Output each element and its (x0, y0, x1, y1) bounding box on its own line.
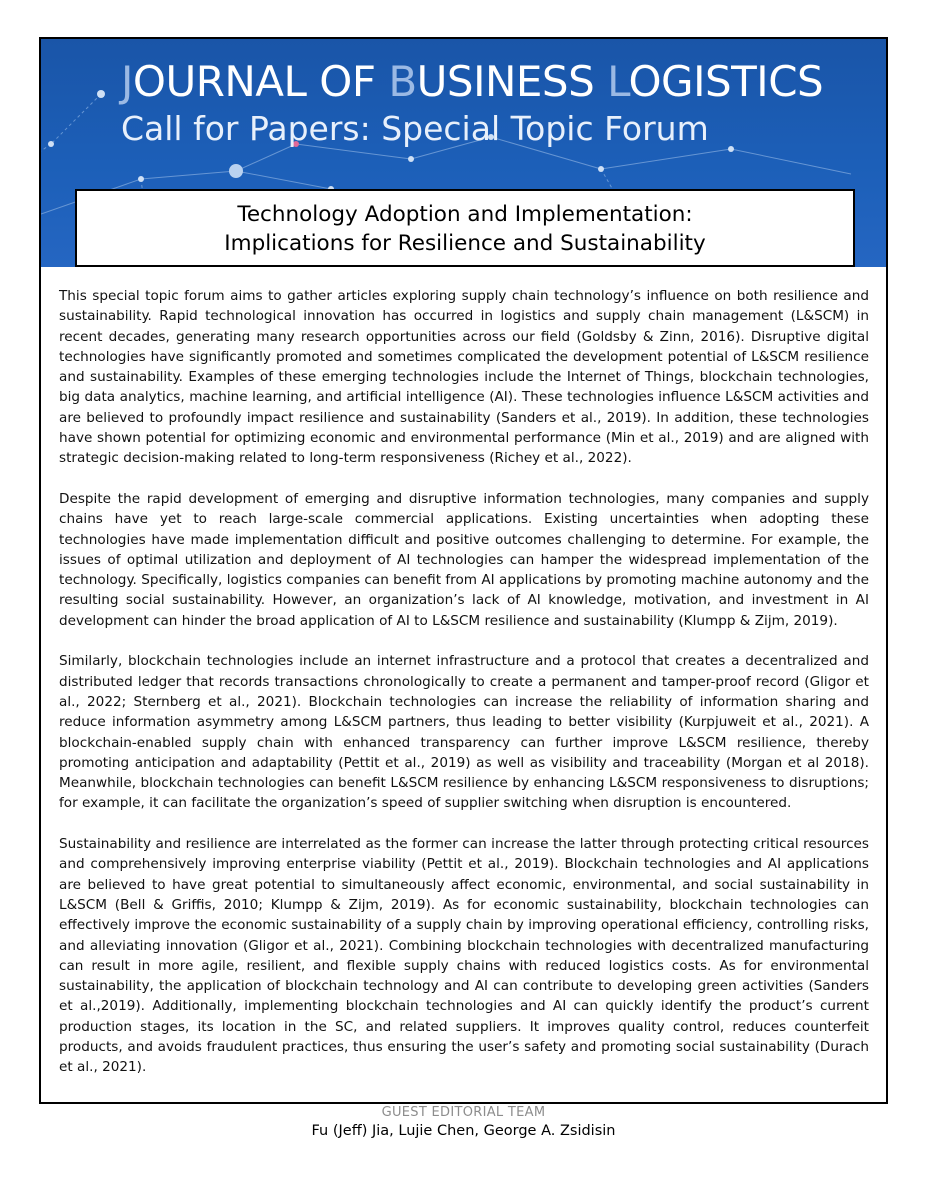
page-frame (39, 37, 888, 1104)
journal-title: JOURNAL OF BUSINESS LOGISTICS (121, 57, 824, 106)
topic-title-line-2: Implications for Resilience and Sustainability (224, 231, 706, 256)
paragraph-blockchain: Similarly, blockchain technologies include an internet infrastructure and a protocol that creates a decentralized and distributed ledger that records transactions chronologically to create a permanent and tamper-proof record (Gligor et al., 2022; Sternberg et al., 2021). Blockchain technologies can increase the reliability of information sharing and reduce information asymmetry among L&SCM partners, thus leading to better visibility (Kurpjuweit et al., 2021). A blockchain-enabled supply chain with enhanced transparency can further improve L&SCM resilience, thereby promoting anticipation and adaptability (Pettit et al., 2019) as well as visibility and traceability (Morgan et al 2018). Meanwhile, blockchain technologies can benefit L&SCM resilience by enhancing L&SCM responsiveness to disruptions; for example, it can facilitate the organization’s speed of supplier switching when disruption is encountered. (59, 653, 869, 812)
call-for-papers-title: Call for Papers: Special Topic Forum (121, 109, 709, 148)
guest-editorial-heading: GUEST EDITORIAL TEAM (381, 1105, 546, 1120)
topic-title-box (75, 189, 855, 267)
paragraph-intro: This special topic forum aims to gather articles exploring supply chain technology’s influence on both resilience and sustainability. Rapid technological innovation has occurred in logistics and supply chain management (L&SCM) in recent decades, generating many research opportunities across our field (Goldsby & Zinn, 2016). Disruptive digital technologies have significantly promoted and sometimes complicated the development potential of L&SCM resilience and sustainability. Examples of these emerging technologies include the Internet of Things, blockchain technologies, big data analytics, machine learning, and artificial intelligence (AI). These technologies influence L&SCM activities and are believed to profoundly impact resilience and sustainability (Sanders et al., 2019). In addition, these technologies have shown potential for optimizing economic and environmental performance (Min et al., 2019) and are aligned with strategic decision-making related to long-term responsiveness (Richey et al., 2022). (59, 288, 869, 467)
footer (0, 1104, 927, 1141)
topic-title-line-1: Technology Adoption and Implementation: (237, 202, 693, 227)
editor-names: Fu (Jeff) Jia, Lujie Chen, George A. Zsidisin (311, 1123, 616, 1139)
body-text (59, 286, 869, 1098)
paragraph-sustainability: Sustainability and resilience are interrelated as the former can increase the latter through protecting critical resources and comprehensively improving enterprise viability (Pettit et al., 2019). Blockchain technologies and AI applications are believed to have great potential to simultaneously affect economic, environmental, and social sustainability in L&SCM (Bell & Griffis, 2010; Klumpp & Zijm, 2019). As for economic sustainability, blockchain technologies can effectively improve the economic sustainability of a supply chain by improving operational efficiency, controlling risks, and alleviating innovation (Gligor et al., 2021). Combining blockchain technologies with decentralized manufacturing can result in more agile, resilient, and flexible supply chains with reduced logistics costs. As for environmental sustainability, the application of blockchain technology and AI can contribute to developing green activities (Sanders et al.,2019). Additionally, implementing blockchain technologies and AI can quickly identify the product’s current production stages, its location in the SC, and related suppliers. It improves quality control, reduces counterfeit products, and avoids fraudulent practices, thus ensuring the user’s safety and promoting social sustainability (Durach et al., 2021). (59, 836, 869, 1076)
paragraph-adoption: Despite the rapid development of emerging and disruptive information technologies, many companies and supply chains have yet to reach large-scale commercial applications. Existing uncertainties when adopting these technologies have made implementation difficult and positive outcomes challenging to determine. For example, the issues of optimal utilization and deployment of AI technologies can hamper the widespread implementation of the technology. Specifically, logistics companies can benefit from AI applications by promoting machine autonomy and the resulting social sustainability. However, an organization’s lack of AI knowledge, motivation, and investment in AI development can hinder the broad application of AI to L&SCM resilience and sustainability (Klumpp & Zijm, 2019). (59, 490, 869, 629)
